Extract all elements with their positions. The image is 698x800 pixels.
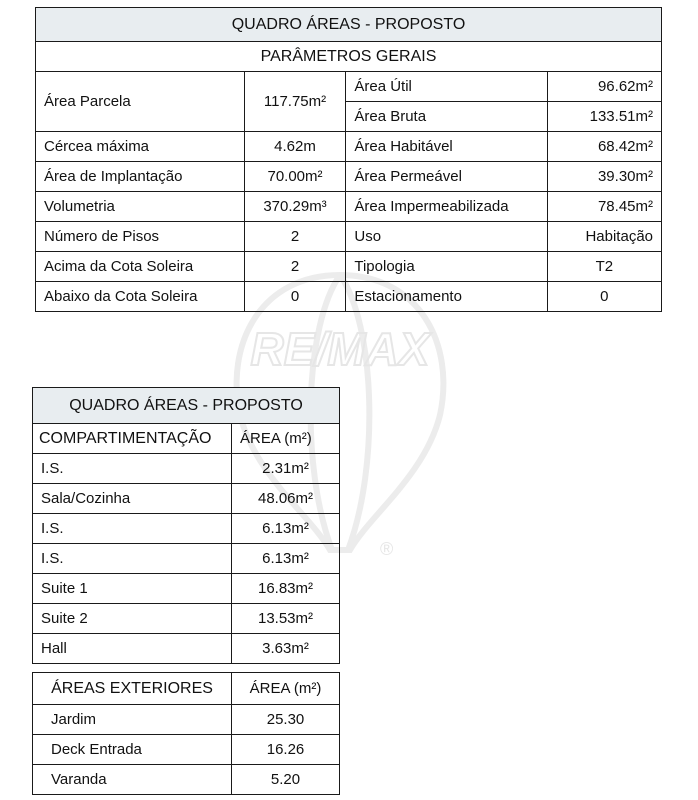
compartments-table-title: QUADRO ÁREAS - PROPOSTO xyxy=(33,388,340,424)
table-row xyxy=(33,574,340,604)
param-label: Área Habitável xyxy=(346,132,547,162)
table-row xyxy=(33,604,340,634)
table-row xyxy=(36,162,662,192)
table-row xyxy=(33,735,340,765)
compartment-name: I.S. xyxy=(33,514,232,544)
exterior-area: 16.26 xyxy=(232,735,340,765)
param-label: Área Impermeabilizada xyxy=(346,192,547,222)
param-value: 4.62m xyxy=(244,132,346,162)
param-label: Acima da Cota Soleira xyxy=(36,252,245,282)
param-label: Área Permeável xyxy=(346,162,547,192)
watermark-text: RE/MAX xyxy=(250,323,430,375)
exterior-name: Jardim xyxy=(33,705,232,735)
table-row xyxy=(33,705,340,735)
compartment-name: I.S. xyxy=(33,454,232,484)
param-label: Abaixo da Cota Soleira xyxy=(36,282,245,312)
table-row xyxy=(36,132,662,162)
compartment-area: 48.06m² xyxy=(232,484,340,514)
compartment-area: 6.13m² xyxy=(232,544,340,574)
area-util-value: 96.62m² xyxy=(547,72,661,102)
compartment-area: 3.63m² xyxy=(232,634,340,664)
param-label: Tipologia xyxy=(346,252,547,282)
param-value: 0 xyxy=(547,282,661,312)
param-label: Área de Implantação xyxy=(36,162,245,192)
compartments-table xyxy=(32,387,340,664)
watermark-registered-mark: ® xyxy=(380,539,394,559)
area-util-label: Área Útil xyxy=(346,72,547,102)
exterior-areas-table xyxy=(32,672,340,795)
compartments-col-area: ÁREA (m²) xyxy=(232,424,340,454)
table-row xyxy=(33,514,340,544)
param-label: Uso xyxy=(346,222,547,252)
compartment-area: 2.31m² xyxy=(232,454,340,484)
table-row xyxy=(33,544,340,574)
param-label: Número de Pisos xyxy=(36,222,245,252)
param-value: 39.30m² xyxy=(547,162,661,192)
area-bruta-label: Área Bruta xyxy=(346,102,547,132)
compartment-area: 16.83m² xyxy=(232,574,340,604)
general-parameters-table xyxy=(35,7,662,312)
exterior-name: Varanda xyxy=(33,765,232,795)
compartment-name: Hall xyxy=(33,634,232,664)
param-label: Estacionamento xyxy=(346,282,547,312)
table-row xyxy=(33,765,340,795)
param-value: 78.45m² xyxy=(547,192,661,222)
param-label: Cércea máxima xyxy=(36,132,245,162)
param-value: 70.00m² xyxy=(244,162,346,192)
table-row xyxy=(33,634,340,664)
param-value: 0 xyxy=(244,282,346,312)
exterior-name: Deck Entrada xyxy=(33,735,232,765)
area-parcela-label: Área Parcela xyxy=(36,72,245,132)
param-label: Volumetria xyxy=(36,192,245,222)
table-row xyxy=(36,192,662,222)
area-bruta-value: 133.51m² xyxy=(547,102,661,132)
table-row xyxy=(33,454,340,484)
table-row xyxy=(36,282,662,312)
param-value: 68.42m² xyxy=(547,132,661,162)
general-table-title: QUADRO ÁREAS - PROPOSTO xyxy=(36,8,662,42)
compartment-name: Suite 2 xyxy=(33,604,232,634)
exterior-area: 25.30 xyxy=(232,705,340,735)
exterior-col-name: ÁREAS EXTERIORES xyxy=(33,673,232,705)
compartment-name: I.S. xyxy=(33,544,232,574)
general-table-subtitle: PARÂMETROS GERAIS xyxy=(36,42,662,72)
compartment-area: 13.53m² xyxy=(232,604,340,634)
param-value: 370.29m³ xyxy=(244,192,346,222)
exterior-area: 5.20 xyxy=(232,765,340,795)
table-row xyxy=(36,252,662,282)
compartment-area: 6.13m² xyxy=(232,514,340,544)
area-parcela-value: 117.75m² xyxy=(244,72,346,132)
param-value: 2 xyxy=(244,222,346,252)
param-value: T2 xyxy=(547,252,661,282)
table-row xyxy=(33,484,340,514)
param-value: Habitação xyxy=(547,222,661,252)
exterior-col-area: ÁREA (m²) xyxy=(232,673,340,705)
param-value: 2 xyxy=(244,252,346,282)
table-row xyxy=(36,222,662,252)
compartment-name: Suite 1 xyxy=(33,574,232,604)
compartment-name: Sala/Cozinha xyxy=(33,484,232,514)
compartments-col-name: COMPARTIMENTAÇÃO xyxy=(33,424,232,454)
